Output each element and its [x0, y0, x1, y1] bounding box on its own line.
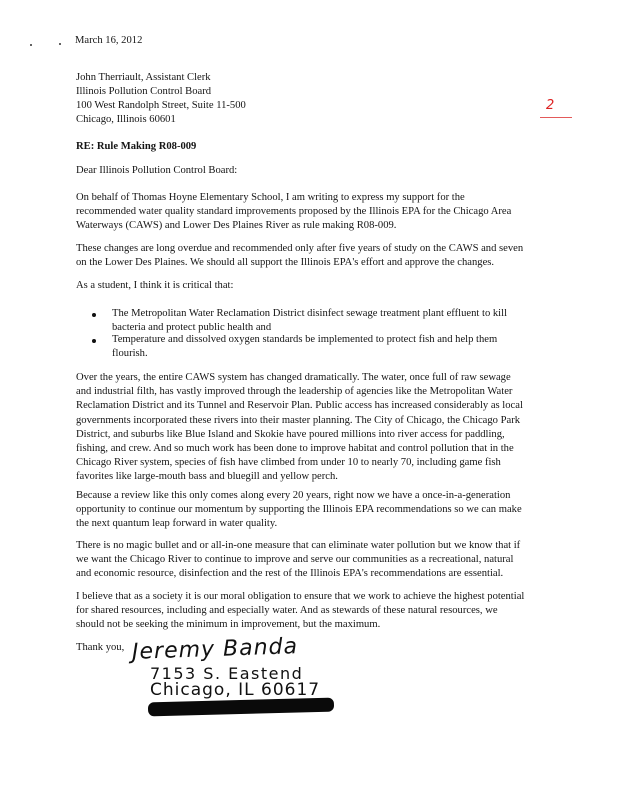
- salutation: Dear Illinois Pollution Control Board:: [76, 165, 238, 176]
- text-line: should not be seeking the minimum in improvement, but the maximum.: [76, 619, 381, 631]
- letter-date: March 16, 2012: [75, 35, 143, 46]
- text-line: fishing, and crew. And so much work has been done to improve habitat and control pollution that in the: [76, 443, 514, 455]
- closing: Thank you,: [76, 642, 125, 653]
- text-line: and economic resource, disinfection and the rest of the Illinois EPA's recommendations are essential.: [76, 568, 504, 580]
- text-line: governments incorporated these rivers into their master planning. The City of Chicago, the Chicago Park: [76, 414, 521, 426]
- re-line: RE: Rule Making R08-009: [76, 141, 197, 152]
- text-line: On behalf of Thomas Hoyne Elementary School, I am writing to express my support for the: [76, 192, 465, 203]
- signature-street: 7153 S. Eastend: [150, 664, 304, 683]
- text-line: Waterways (CAWS) and Lower Des Plaines River as rule making R08-009.: [76, 220, 397, 232]
- text-line: Because a review like this only comes along every 20 years, right now we have a once-in-a-generation: [76, 490, 511, 501]
- signature-city: Chicago, IL 60617: [150, 680, 321, 700]
- address-line: Illinois Pollution Control Board: [76, 86, 212, 97]
- body-paragraph-opportunity: [76, 489, 522, 532]
- text-line: flourish.: [112, 348, 148, 360]
- bullet-dot: [92, 313, 96, 317]
- text-line: recommended water quality standard improvements proposed by the Illinois EPA for the Chicago Area: [76, 206, 512, 218]
- text-line: There is no magic bullet and or all-in-one measure that can eliminate water pollution but we know that if: [76, 540, 521, 551]
- text-line: These changes are long overdue and recommended only after five years of study on the CAWS and seven: [76, 243, 524, 254]
- text-line: bacteria and protect public health and: [112, 322, 272, 334]
- bullet-dot: [92, 339, 96, 343]
- body-paragraph-overdue: [76, 242, 523, 270]
- scan-speck: [59, 43, 61, 45]
- text-line: and industrial filth, has vastly improved through the leadership of agencies like the Metropolitan Water: [76, 386, 513, 398]
- margin-mark-underline: [540, 117, 572, 118]
- redaction-bar: [148, 698, 334, 717]
- body-paragraph-obligation: [76, 590, 524, 633]
- address-line: Chicago, Illinois 60601: [76, 114, 176, 125]
- bullet-item: [112, 307, 507, 335]
- signature-name: Jeremy Banda: [131, 634, 299, 665]
- body-paragraph-magic-bullet: [76, 539, 520, 582]
- text-line: opportunity to continue our momentum by supporting the Illinois EPA recommendations so we can make: [76, 504, 522, 516]
- text-line: we want the Chicago River to continue to improve and serve our communities as a recreational, natural: [76, 554, 514, 566]
- text-line: Temperature and dissolved oxygen standards be implemented to protect fish and help them: [112, 334, 498, 345]
- text-line: for shared resources, including and especially water. And as stewards of these natural resources, we: [76, 605, 498, 617]
- text-line: Over the years, the entire CAWS system has changed dramatically. The water, once full of raw sewage: [76, 372, 511, 383]
- margin-mark: 2: [546, 98, 555, 113]
- scan-speck: [30, 44, 32, 46]
- text-line: Reclamation District and its Tunnel and Reservoir Plan. Public access has increased considerably as local: [76, 400, 523, 412]
- text-line: District, and suburbs like Blue Island and Skokie have poured millions into river access for paddling,: [76, 428, 505, 440]
- body-paragraph-intro: [76, 191, 511, 234]
- text-line: The Metropolitan Water Reclamation District disinfect sewage treatment plant effluent to kill: [112, 308, 508, 319]
- text-line: Chicago River system, species of fish have climbed from under 10 to nearly 70, including game fish: [76, 457, 501, 469]
- body-paragraph-history: [76, 371, 523, 485]
- text-line: on the Lower Des Plaines. We should all support the Illinois EPA's effort and approve the changes.: [76, 257, 495, 269]
- text-line: I believe that as a society it is our moral obligation to ensure that we work to achieve the highest potential: [76, 591, 525, 602]
- body-paragraph-critical: [76, 279, 233, 293]
- text-line: As a student, I think it is critical that:: [76, 280, 234, 291]
- bullet-item: [112, 333, 497, 361]
- address-line: 100 West Randolph Street, Suite 11-500: [76, 100, 246, 111]
- text-line: favorites like large-mouth bass and bluegill and yellow perch.: [76, 471, 338, 483]
- text-line: the next quantum leap forward in water quality.: [76, 518, 278, 530]
- address-line: John Therriault, Assistant Clerk: [76, 72, 211, 83]
